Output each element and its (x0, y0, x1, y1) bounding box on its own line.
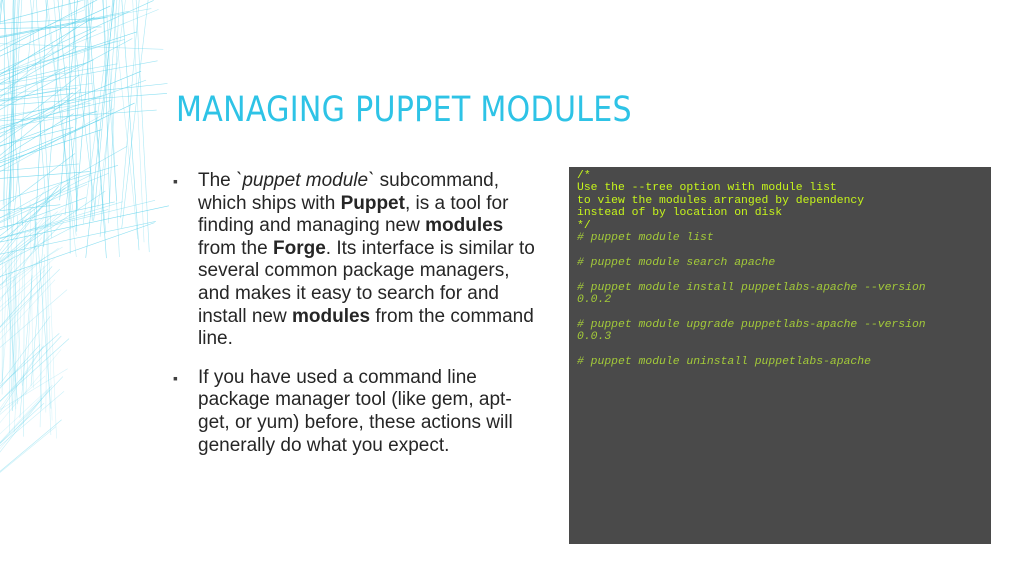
bullet-text-run: subcommand, which ships with (198, 170, 500, 214)
bullet-text-run: `puppet module` (236, 170, 375, 191)
code-line: 0.0.2 (577, 294, 612, 307)
bullet-text-run: modules (425, 215, 504, 237)
bullet-list (170, 170, 540, 473)
bullet-text-run: , is a tool for finding and managing new (198, 192, 509, 237)
code-line (577, 306, 983, 318)
slide-title: MANAGING PUPPET MODULES (176, 90, 632, 130)
code-line: # puppet module search apache (577, 256, 776, 269)
bullet-text-run: modules (292, 305, 371, 327)
code-comment (577, 170, 983, 232)
bullet-text-run: from the (198, 237, 273, 259)
wireframe-decoration (0, 0, 175, 576)
code-line (577, 269, 983, 281)
bullet-text-run: Forge (272, 237, 326, 259)
code-line: # puppet module uninstall puppetlabs-apache (577, 356, 871, 369)
bullet-text-run: The (198, 170, 237, 191)
bullet-text-run: from the command line. (198, 305, 534, 350)
bullet-text (198, 367, 513, 456)
bullet-text-run: Puppet (340, 192, 405, 214)
code-line: /* (577, 170, 591, 182)
code-line: Use the --tree option with module list (577, 182, 837, 195)
code-line (577, 344, 983, 356)
code-line: */ (577, 219, 591, 232)
code-line: to view the modules arranged by dependency (577, 194, 865, 207)
bullet-text-run: . Its interface is similar to several common package managers, and makes it easy to search for and install new (198, 237, 535, 327)
bullet-item-package-manager (170, 367, 540, 457)
bullet-item-puppet-module (170, 170, 540, 351)
square-bullet-icon: ▪ (173, 173, 178, 189)
bullet-text (198, 170, 535, 349)
code-line: # puppet module list (577, 232, 714, 245)
bullet-text-run: If you have used a command line package manager tool (like gem, apt-get, or yum) before, these actions will generally do what you expect. (198, 366, 513, 456)
code-commands (577, 232, 983, 368)
code-line: instead of by location on disk (577, 207, 783, 220)
code-line (577, 244, 983, 256)
code-block (569, 167, 991, 544)
code-line: 0.0.3 (577, 331, 612, 344)
square-bullet-icon: ▪ (173, 369, 178, 386)
code-line: # puppet module upgrade puppetlabs-apache --version (577, 318, 926, 331)
code-line: # puppet module install puppetlabs-apache --version (577, 281, 926, 294)
